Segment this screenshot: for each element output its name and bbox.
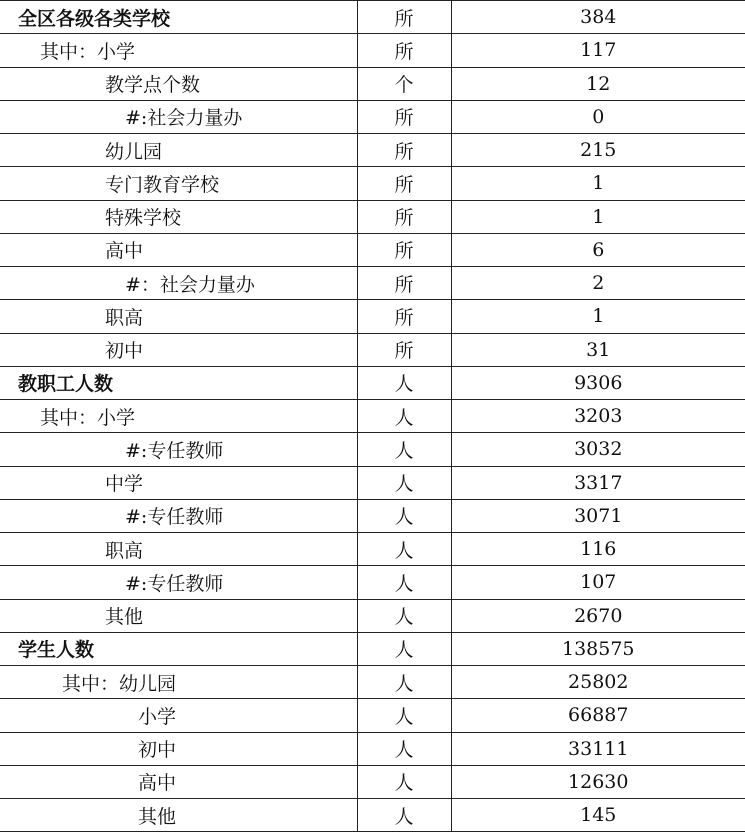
row-unit: 人 — [357, 799, 451, 832]
row-unit: 人 — [357, 732, 451, 765]
row-value: 1 — [451, 167, 745, 200]
row-unit: 人 — [357, 466, 451, 499]
row-unit: 所 — [357, 100, 451, 133]
table-row — [0, 267, 745, 300]
table-row — [0, 765, 745, 798]
row-value: 2 — [451, 267, 745, 300]
row-label: 其中：小学 — [0, 400, 357, 433]
table-row — [0, 732, 745, 765]
row-value: 138575 — [451, 632, 745, 665]
row-unit: 所 — [357, 34, 451, 67]
row-unit: 人 — [357, 699, 451, 732]
row-value: 31 — [451, 333, 745, 366]
table-row — [0, 300, 745, 333]
table-row — [0, 134, 745, 167]
row-value: 3032 — [451, 433, 745, 466]
row-value: 3203 — [451, 400, 745, 433]
row-value: 2670 — [451, 599, 745, 632]
row-unit: 人 — [357, 566, 451, 599]
row-unit: 所 — [357, 333, 451, 366]
table-row — [0, 34, 745, 67]
row-label: #:社会力量办 — [0, 100, 357, 133]
table-row — [0, 67, 745, 100]
row-value: 145 — [451, 799, 745, 832]
row-unit: 所 — [357, 267, 451, 300]
table-row — [0, 366, 745, 399]
table-row — [0, 167, 745, 200]
row-label: 其他 — [0, 799, 357, 832]
row-label: 其中：幼儿园 — [0, 666, 357, 699]
table-row — [0, 233, 745, 266]
row-unit: 所 — [357, 200, 451, 233]
row-unit: 所 — [357, 167, 451, 200]
table-row — [0, 1, 745, 34]
table-row — [0, 200, 745, 233]
row-value: 12630 — [451, 765, 745, 798]
row-unit: 人 — [357, 400, 451, 433]
row-value: 6 — [451, 233, 745, 266]
row-label: #:专任教师 — [0, 499, 357, 532]
row-value: 3071 — [451, 499, 745, 532]
row-label: 高中 — [0, 233, 357, 266]
row-unit: 人 — [357, 765, 451, 798]
row-label: 初中 — [0, 732, 357, 765]
row-value: 116 — [451, 533, 745, 566]
row-value: 33111 — [451, 732, 745, 765]
row-label: 教学点个数 — [0, 67, 357, 100]
row-value: 25802 — [451, 666, 745, 699]
row-value: 0 — [451, 100, 745, 133]
table-row — [0, 433, 745, 466]
row-value: 117 — [451, 34, 745, 67]
row-unit: 人 — [357, 499, 451, 532]
row-label: 职高 — [0, 300, 357, 333]
table-row — [0, 599, 745, 632]
table-row — [0, 533, 745, 566]
row-unit: 人 — [357, 533, 451, 566]
row-label: 高中 — [0, 765, 357, 798]
row-value: 12 — [451, 67, 745, 100]
table-row — [0, 499, 745, 532]
row-value: 384 — [451, 1, 745, 34]
table-row — [0, 566, 745, 599]
table-row — [0, 799, 745, 832]
row-value: 9306 — [451, 366, 745, 399]
table-row — [0, 699, 745, 732]
row-unit: 人 — [357, 366, 451, 399]
row-label: 其他 — [0, 599, 357, 632]
row-unit: 人 — [357, 599, 451, 632]
table-row — [0, 666, 745, 699]
row-label: 幼儿园 — [0, 134, 357, 167]
row-value: 66887 — [451, 699, 745, 732]
row-label: 学生人数 — [0, 632, 357, 665]
row-label: 初中 — [0, 333, 357, 366]
table-row — [0, 100, 745, 133]
row-value: 215 — [451, 134, 745, 167]
row-unit: 个 — [357, 67, 451, 100]
row-label: 教职工人数 — [0, 366, 357, 399]
row-label: #:专任教师 — [0, 566, 357, 599]
row-label: 全区各级各类学校 — [0, 1, 357, 34]
row-label: 专门教育学校 — [0, 167, 357, 200]
row-unit: 人 — [357, 433, 451, 466]
table-row — [0, 632, 745, 665]
row-unit: 所 — [357, 134, 451, 167]
row-label: #:专任教师 — [0, 433, 357, 466]
row-value: 1 — [451, 300, 745, 333]
row-unit: 人 — [357, 666, 451, 699]
row-label: #：社会力量办 — [0, 267, 357, 300]
row-unit: 所 — [357, 233, 451, 266]
row-label: 中学 — [0, 466, 357, 499]
row-value: 1 — [451, 200, 745, 233]
row-unit: 所 — [357, 300, 451, 333]
row-value: 3317 — [451, 466, 745, 499]
row-unit: 所 — [357, 1, 451, 34]
row-label: 特殊学校 — [0, 200, 357, 233]
row-label: 小学 — [0, 699, 357, 732]
table-row — [0, 466, 745, 499]
table-row — [0, 400, 745, 433]
table-row — [0, 333, 745, 366]
row-label: 其中：小学 — [0, 34, 357, 67]
row-value: 107 — [451, 566, 745, 599]
row-unit: 人 — [357, 632, 451, 665]
row-label: 职高 — [0, 533, 357, 566]
